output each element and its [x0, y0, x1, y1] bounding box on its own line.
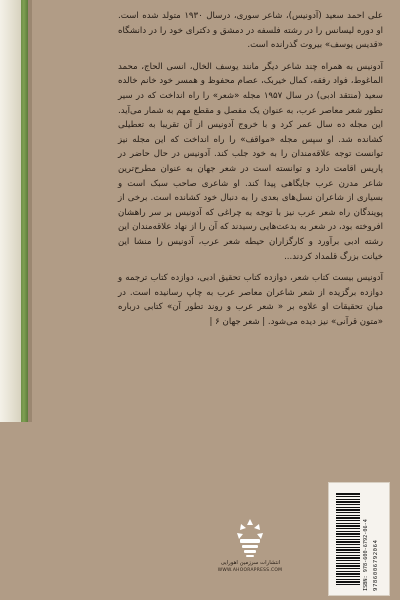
- cover-photo-frame: [21, 0, 28, 422]
- publisher-url: WWW.AHOORAPRESS.COM: [217, 568, 283, 573]
- barcode-bars: [336, 493, 360, 585]
- blurb-paragraph-1: علی احمد سعید (آدونیس)، شاعر سوری، درسال ۱۹۳۰ متولد شده است. او دوره لیسانس را در رشته فلسفه در دمشق و دکترای خود را در دانشگاه «قدیس یوسف» بیروت گذرانده است.: [118, 11, 383, 51]
- cover-photo-shadow: [28, 0, 32, 422]
- publisher-logo: [227, 515, 273, 561]
- publisher-name: انتشارات سرزمین اهورایی: [220, 560, 281, 566]
- barcode: [328, 482, 390, 596]
- blurb-text: [118, 9, 383, 336]
- blurb-paragraph-3: آدونیس بیست کتاب شعر، دوازده کتاب تحقیق ادبی، دوازده کتاب ترجمه و دوازده برگزیده از شعر شاعران معاصر عرب به چاپ رسانیده است. در میان تحقیقات او علاوه بر « شعر عرب و روند تطور آن» کتابی درباره «متون قرآنی» نیز دیده می‌شود. | شعر جهان ۶ |: [118, 273, 383, 327]
- blurb-paragraph-2: آدونیس به همراه چند شاعر دیگر مانند یوسف الخال، انسی الحاج، محمد الماغوط، فواد رفقه، کمال خیربک، عصام محفوظ و همسر خود خانم خالده سعید (منتقد ادبی) در سال ۱۹۵۷ مجله «شعر» را راه انداخت که در سیر تطور شعر معاصر عرب، به عنوان یک مفصل و مقطع مهم به شمار می‌آید. این مجله ده سال عمر کرد و با خروج آدونیس از آن تقریبا به تعطیلی کشانده شد. او سپس مجله «مواقف» را راه انداخت که این مجله نیز توانست توجه علاقه‌مندان را به خود جلب کند. آدونیس در حال حاضر در پاریس اقامت دارد و توانسته است در شعر جهان به عنوان مطرح‌ترین شاعر مدرن عرب جایگاهی پیدا کند. او شاعری صاحب سبک است و بسیاری از شاعران نسل‌های بعدی را به دنبال خود کشانده است. برخی از پویندگان راه شعر عرب نیز با توجه به چراغی که آدونیس بر سر راهشان افروخته بود، در شعر به بدعت‌هایی رسیدند که آن را از نهاد علاقه‌مندان این رشته ادبی برآورد و کارگزاران حیطه شعر عرب، آدونیس را منشا این خیانت بزرگ قلمداد کردند...: [118, 61, 384, 262]
- isbn-label: ISBN: 978-600-6792-06-4: [363, 519, 369, 591]
- barcode-number: 9786006792064: [373, 539, 379, 591]
- cover-photo: [0, 0, 21, 422]
